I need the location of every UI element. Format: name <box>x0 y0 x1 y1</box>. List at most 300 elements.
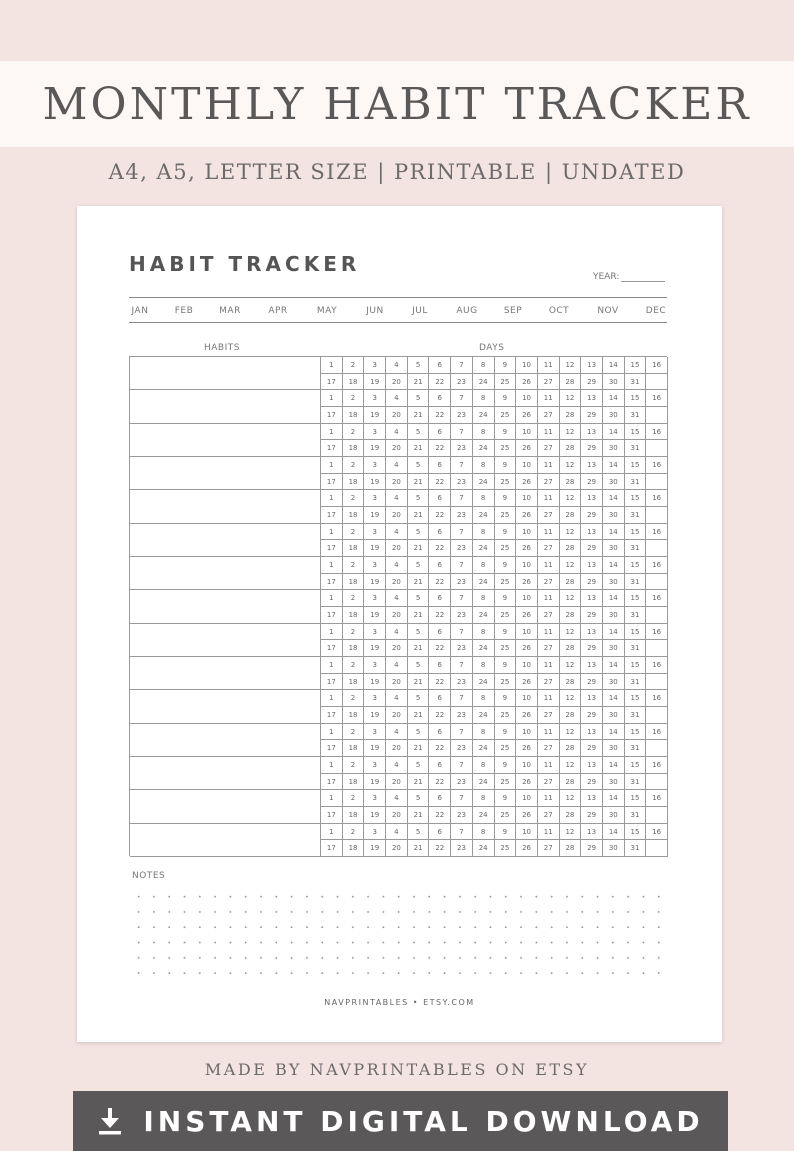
day-cell[interactable]: 24 <box>473 374 495 391</box>
day-cell[interactable]: 29 <box>581 674 603 691</box>
day-cell[interactable]: 26 <box>516 440 538 457</box>
day-cell[interactable]: 31 <box>625 574 647 591</box>
day-cell[interactable]: 3 <box>364 757 386 774</box>
day-cell[interactable]: 21 <box>408 740 430 757</box>
habit-name-cell[interactable] <box>130 657 321 690</box>
day-cell[interactable] <box>646 440 668 457</box>
day-cell[interactable]: 3 <box>364 557 386 574</box>
day-cell[interactable]: 29 <box>581 640 603 657</box>
day-cell[interactable]: 18 <box>343 640 365 657</box>
day-cell[interactable]: 7 <box>451 724 473 741</box>
day-cell[interactable]: 26 <box>516 507 538 524</box>
day-cell[interactable]: 21 <box>408 540 430 557</box>
day-cell[interactable]: 14 <box>603 524 625 541</box>
day-cell[interactable]: 27 <box>538 840 560 857</box>
day-cell[interactable]: 22 <box>429 674 451 691</box>
day-cell[interactable]: 11 <box>538 657 560 674</box>
day-cell[interactable]: 11 <box>538 624 560 641</box>
day-cell[interactable]: 1 <box>321 524 343 541</box>
day-cell[interactable]: 26 <box>516 740 538 757</box>
habit-name-cell[interactable] <box>130 757 321 790</box>
habit-name-cell[interactable] <box>130 790 321 823</box>
day-cell[interactable]: 19 <box>364 674 386 691</box>
day-cell[interactable]: 2 <box>343 457 365 474</box>
day-cell[interactable]: 20 <box>386 374 408 391</box>
day-cell[interactable]: 28 <box>560 707 582 724</box>
day-cell[interactable]: 2 <box>343 657 365 674</box>
day-cell[interactable]: 18 <box>343 840 365 857</box>
day-cell[interactable]: 4 <box>386 357 408 374</box>
day-cell[interactable]: 15 <box>625 557 647 574</box>
day-cell[interactable]: 22 <box>429 374 451 391</box>
day-cell[interactable]: 19 <box>364 707 386 724</box>
day-cell[interactable]: 1 <box>321 624 343 641</box>
day-cell[interactable]: 21 <box>408 440 430 457</box>
day-cell[interactable]: 31 <box>625 840 647 857</box>
day-cell[interactable]: 17 <box>321 374 343 391</box>
day-cell[interactable]: 19 <box>364 407 386 424</box>
day-cell[interactable]: 26 <box>516 774 538 791</box>
day-cell[interactable]: 28 <box>560 374 582 391</box>
day-cell[interactable] <box>646 640 668 657</box>
day-cell[interactable]: 6 <box>429 557 451 574</box>
day-cell[interactable]: 5 <box>408 590 430 607</box>
day-cell[interactable]: 27 <box>538 607 560 624</box>
day-cell[interactable]: 19 <box>364 774 386 791</box>
day-cell[interactable]: 26 <box>516 807 538 824</box>
day-cell[interactable]: 4 <box>386 390 408 407</box>
day-cell[interactable]: 1 <box>321 824 343 841</box>
day-cell[interactable]: 17 <box>321 740 343 757</box>
day-cell[interactable]: 25 <box>495 574 517 591</box>
day-cell[interactable]: 8 <box>473 490 495 507</box>
day-cell[interactable]: 30 <box>603 540 625 557</box>
day-cell[interactable]: 9 <box>495 424 517 441</box>
day-cell[interactable]: 12 <box>560 524 582 541</box>
day-cell[interactable]: 30 <box>603 674 625 691</box>
day-cell[interactable]: 2 <box>343 824 365 841</box>
day-cell[interactable]: 13 <box>581 657 603 674</box>
day-cell[interactable]: 9 <box>495 557 517 574</box>
day-cell[interactable]: 5 <box>408 357 430 374</box>
day-cell[interactable]: 19 <box>364 507 386 524</box>
day-cell[interactable]: 5 <box>408 424 430 441</box>
day-cell[interactable]: 22 <box>429 807 451 824</box>
day-cell[interactable]: 6 <box>429 590 451 607</box>
day-cell[interactable]: 26 <box>516 574 538 591</box>
day-cell[interactable]: 15 <box>625 390 647 407</box>
day-cell[interactable]: 29 <box>581 740 603 757</box>
day-cell[interactable]: 24 <box>473 707 495 724</box>
day-cell[interactable]: 30 <box>603 574 625 591</box>
day-cell[interactable]: 12 <box>560 457 582 474</box>
day-cell[interactable]: 8 <box>473 557 495 574</box>
day-cell[interactable]: 27 <box>538 774 560 791</box>
day-cell[interactable]: 12 <box>560 357 582 374</box>
day-cell[interactable]: 3 <box>364 824 386 841</box>
day-cell[interactable]: 18 <box>343 574 365 591</box>
day-cell[interactable]: 11 <box>538 557 560 574</box>
day-cell[interactable]: 28 <box>560 540 582 557</box>
day-cell[interactable]: 21 <box>408 807 430 824</box>
day-cell[interactable]: 6 <box>429 724 451 741</box>
day-cell[interactable]: 26 <box>516 374 538 391</box>
day-cell[interactable]: 13 <box>581 457 603 474</box>
day-cell[interactable]: 31 <box>625 774 647 791</box>
day-cell[interactable]: 22 <box>429 507 451 524</box>
day-cell[interactable]: 24 <box>473 640 495 657</box>
day-cell[interactable]: 18 <box>343 407 365 424</box>
day-cell[interactable]: 2 <box>343 724 365 741</box>
day-cell[interactable]: 16 <box>646 757 668 774</box>
day-cell[interactable] <box>646 840 668 857</box>
day-cell[interactable]: 27 <box>538 640 560 657</box>
day-cell[interactable]: 8 <box>473 724 495 741</box>
day-cell[interactable]: 20 <box>386 540 408 557</box>
day-cell[interactable]: 30 <box>603 440 625 457</box>
day-cell[interactable]: 10 <box>516 557 538 574</box>
day-cell[interactable]: 30 <box>603 807 625 824</box>
day-cell[interactable]: 2 <box>343 524 365 541</box>
day-cell[interactable]: 31 <box>625 640 647 657</box>
day-cell[interactable]: 7 <box>451 624 473 641</box>
day-cell[interactable]: 28 <box>560 607 582 624</box>
day-cell[interactable]: 27 <box>538 440 560 457</box>
day-cell[interactable]: 31 <box>625 540 647 557</box>
day-cell[interactable]: 23 <box>451 374 473 391</box>
day-cell[interactable]: 14 <box>603 390 625 407</box>
day-cell[interactable]: 21 <box>408 607 430 624</box>
day-cell[interactable] <box>646 474 668 491</box>
day-cell[interactable]: 15 <box>625 624 647 641</box>
day-cell[interactable]: 6 <box>429 524 451 541</box>
day-cell[interactable]: 17 <box>321 607 343 624</box>
day-cell[interactable]: 2 <box>343 557 365 574</box>
day-cell[interactable]: 10 <box>516 724 538 741</box>
day-cell[interactable]: 16 <box>646 490 668 507</box>
day-cell[interactable]: 30 <box>603 774 625 791</box>
day-cell[interactable]: 5 <box>408 790 430 807</box>
day-cell[interactable]: 10 <box>516 524 538 541</box>
day-cell[interactable]: 18 <box>343 607 365 624</box>
day-cell[interactable]: 21 <box>408 374 430 391</box>
day-cell[interactable]: 9 <box>495 690 517 707</box>
day-cell[interactable]: 3 <box>364 790 386 807</box>
day-cell[interactable]: 23 <box>451 574 473 591</box>
day-cell[interactable]: 14 <box>603 757 625 774</box>
day-cell[interactable]: 3 <box>364 390 386 407</box>
day-cell[interactable]: 1 <box>321 457 343 474</box>
day-cell[interactable]: 14 <box>603 657 625 674</box>
day-cell[interactable]: 27 <box>538 707 560 724</box>
day-cell[interactable]: 26 <box>516 674 538 691</box>
day-cell[interactable]: 3 <box>364 357 386 374</box>
day-cell[interactable]: 28 <box>560 640 582 657</box>
day-cell[interactable]: 10 <box>516 357 538 374</box>
day-cell[interactable]: 4 <box>386 657 408 674</box>
day-cell[interactable]: 11 <box>538 724 560 741</box>
day-cell[interactable]: 13 <box>581 390 603 407</box>
day-cell[interactable]: 23 <box>451 474 473 491</box>
day-cell[interactable]: 1 <box>321 657 343 674</box>
day-cell[interactable]: 23 <box>451 607 473 624</box>
day-cell[interactable]: 19 <box>364 740 386 757</box>
day-cell[interactable]: 25 <box>495 474 517 491</box>
day-cell[interactable]: 2 <box>343 590 365 607</box>
day-cell[interactable]: 11 <box>538 590 560 607</box>
day-cell[interactable]: 3 <box>364 524 386 541</box>
day-cell[interactable]: 14 <box>603 624 625 641</box>
habit-name-cell[interactable] <box>130 690 321 723</box>
day-cell[interactable]: 17 <box>321 640 343 657</box>
day-cell[interactable]: 20 <box>386 640 408 657</box>
day-cell[interactable]: 10 <box>516 690 538 707</box>
day-cell[interactable]: 9 <box>495 457 517 474</box>
day-cell[interactable]: 9 <box>495 790 517 807</box>
day-cell[interactable] <box>646 540 668 557</box>
day-cell[interactable]: 30 <box>603 407 625 424</box>
day-cell[interactable]: 15 <box>625 590 647 607</box>
day-cell[interactable]: 25 <box>495 807 517 824</box>
day-cell[interactable]: 2 <box>343 390 365 407</box>
day-cell[interactable]: 6 <box>429 624 451 641</box>
day-cell[interactable]: 29 <box>581 607 603 624</box>
habit-name-cell[interactable] <box>130 490 321 523</box>
day-cell[interactable]: 4 <box>386 757 408 774</box>
day-cell[interactable]: 5 <box>408 690 430 707</box>
habit-name-cell[interactable] <box>130 724 321 757</box>
habit-name-cell[interactable] <box>130 557 321 590</box>
day-cell[interactable]: 11 <box>538 390 560 407</box>
day-cell[interactable]: 28 <box>560 407 582 424</box>
day-cell[interactable]: 25 <box>495 407 517 424</box>
day-cell[interactable]: 14 <box>603 790 625 807</box>
habit-name-cell[interactable] <box>130 457 321 490</box>
day-cell[interactable]: 1 <box>321 390 343 407</box>
day-cell[interactable]: 5 <box>408 490 430 507</box>
day-cell[interactable]: 13 <box>581 490 603 507</box>
day-cell[interactable]: 15 <box>625 490 647 507</box>
day-cell[interactable]: 23 <box>451 707 473 724</box>
day-cell[interactable]: 22 <box>429 440 451 457</box>
day-cell[interactable]: 28 <box>560 674 582 691</box>
day-cell[interactable]: 16 <box>646 657 668 674</box>
day-cell[interactable]: 3 <box>364 424 386 441</box>
day-cell[interactable] <box>646 574 668 591</box>
day-cell[interactable]: 30 <box>603 740 625 757</box>
day-cell[interactable]: 18 <box>343 374 365 391</box>
day-cell[interactable] <box>646 407 668 424</box>
day-cell[interactable]: 20 <box>386 407 408 424</box>
day-cell[interactable]: 21 <box>408 707 430 724</box>
day-cell[interactable]: 24 <box>473 774 495 791</box>
day-cell[interactable]: 4 <box>386 424 408 441</box>
day-cell[interactable]: 9 <box>495 757 517 774</box>
day-cell[interactable]: 5 <box>408 524 430 541</box>
day-cell[interactable]: 17 <box>321 574 343 591</box>
day-cell[interactable]: 20 <box>386 807 408 824</box>
day-cell[interactable]: 23 <box>451 774 473 791</box>
day-cell[interactable]: 13 <box>581 357 603 374</box>
day-cell[interactable]: 17 <box>321 674 343 691</box>
day-cell[interactable]: 3 <box>364 624 386 641</box>
day-cell[interactable]: 4 <box>386 457 408 474</box>
day-cell[interactable]: 6 <box>429 490 451 507</box>
day-cell[interactable]: 21 <box>408 640 430 657</box>
day-cell[interactable]: 21 <box>408 840 430 857</box>
day-cell[interactable] <box>646 774 668 791</box>
day-cell[interactable] <box>646 807 668 824</box>
day-cell[interactable]: 5 <box>408 557 430 574</box>
day-cell[interactable]: 9 <box>495 390 517 407</box>
day-cell[interactable]: 3 <box>364 457 386 474</box>
day-cell[interactable]: 29 <box>581 374 603 391</box>
day-cell[interactable]: 9 <box>495 524 517 541</box>
day-cell[interactable]: 19 <box>364 574 386 591</box>
habit-name-cell[interactable] <box>130 824 321 857</box>
day-cell[interactable]: 14 <box>603 724 625 741</box>
day-cell[interactable]: 12 <box>560 624 582 641</box>
day-cell[interactable]: 1 <box>321 590 343 607</box>
day-cell[interactable]: 8 <box>473 590 495 607</box>
day-cell[interactable]: 16 <box>646 590 668 607</box>
day-cell[interactable]: 8 <box>473 757 495 774</box>
day-cell[interactable]: 27 <box>538 674 560 691</box>
day-cell[interactable]: 19 <box>364 540 386 557</box>
day-cell[interactable]: 2 <box>343 490 365 507</box>
day-cell[interactable]: 5 <box>408 824 430 841</box>
day-cell[interactable]: 3 <box>364 690 386 707</box>
day-cell[interactable]: 15 <box>625 524 647 541</box>
day-cell[interactable]: 9 <box>495 724 517 741</box>
day-cell[interactable]: 16 <box>646 524 668 541</box>
day-cell[interactable]: 27 <box>538 540 560 557</box>
day-cell[interactable]: 24 <box>473 574 495 591</box>
day-cell[interactable]: 24 <box>473 674 495 691</box>
day-cell[interactable]: 4 <box>386 690 408 707</box>
day-cell[interactable]: 5 <box>408 457 430 474</box>
day-cell[interactable]: 20 <box>386 707 408 724</box>
day-cell[interactable]: 19 <box>364 840 386 857</box>
day-cell[interactable]: 24 <box>473 474 495 491</box>
day-cell[interactable]: 6 <box>429 690 451 707</box>
day-cell[interactable]: 16 <box>646 724 668 741</box>
day-cell[interactable]: 1 <box>321 424 343 441</box>
day-cell[interactable]: 12 <box>560 390 582 407</box>
day-cell[interactable]: 7 <box>451 590 473 607</box>
day-cell[interactable]: 10 <box>516 390 538 407</box>
day-cell[interactable]: 13 <box>581 557 603 574</box>
day-cell[interactable]: 29 <box>581 440 603 457</box>
day-cell[interactable]: 16 <box>646 790 668 807</box>
day-cell[interactable]: 7 <box>451 524 473 541</box>
day-cell[interactable]: 22 <box>429 840 451 857</box>
day-cell[interactable]: 28 <box>560 740 582 757</box>
day-cell[interactable]: 27 <box>538 574 560 591</box>
day-cell[interactable]: 1 <box>321 557 343 574</box>
day-cell[interactable]: 15 <box>625 357 647 374</box>
day-cell[interactable]: 9 <box>495 490 517 507</box>
day-cell[interactable]: 24 <box>473 507 495 524</box>
day-cell[interactable]: 30 <box>603 374 625 391</box>
day-cell[interactable]: 22 <box>429 540 451 557</box>
day-cell[interactable]: 2 <box>343 624 365 641</box>
day-cell[interactable]: 7 <box>451 690 473 707</box>
day-cell[interactable]: 15 <box>625 690 647 707</box>
day-cell[interactable]: 3 <box>364 657 386 674</box>
day-cell[interactable]: 30 <box>603 474 625 491</box>
day-cell[interactable]: 11 <box>538 757 560 774</box>
day-cell[interactable]: 28 <box>560 574 582 591</box>
day-cell[interactable]: 10 <box>516 624 538 641</box>
day-cell[interactable]: 7 <box>451 457 473 474</box>
day-cell[interactable]: 25 <box>495 440 517 457</box>
day-cell[interactable]: 5 <box>408 390 430 407</box>
day-cell[interactable]: 1 <box>321 690 343 707</box>
day-cell[interactable]: 13 <box>581 724 603 741</box>
day-cell[interactable]: 8 <box>473 624 495 641</box>
day-cell[interactable]: 18 <box>343 740 365 757</box>
day-cell[interactable]: 29 <box>581 807 603 824</box>
day-cell[interactable]: 15 <box>625 457 647 474</box>
day-cell[interactable]: 16 <box>646 690 668 707</box>
day-cell[interactable]: 29 <box>581 574 603 591</box>
day-cell[interactable]: 21 <box>408 507 430 524</box>
day-cell[interactable]: 12 <box>560 824 582 841</box>
day-cell[interactable]: 15 <box>625 790 647 807</box>
day-cell[interactable]: 24 <box>473 407 495 424</box>
day-cell[interactable]: 13 <box>581 757 603 774</box>
day-cell[interactable]: 7 <box>451 790 473 807</box>
day-cell[interactable]: 20 <box>386 574 408 591</box>
day-cell[interactable]: 8 <box>473 524 495 541</box>
day-cell[interactable]: 18 <box>343 440 365 457</box>
day-cell[interactable]: 26 <box>516 607 538 624</box>
day-cell[interactable]: 15 <box>625 724 647 741</box>
day-cell[interactable]: 5 <box>408 724 430 741</box>
day-cell[interactable]: 15 <box>625 757 647 774</box>
day-cell[interactable]: 8 <box>473 824 495 841</box>
day-cell[interactable]: 16 <box>646 424 668 441</box>
day-cell[interactable]: 15 <box>625 824 647 841</box>
day-cell[interactable] <box>646 674 668 691</box>
day-cell[interactable]: 6 <box>429 357 451 374</box>
day-cell[interactable]: 31 <box>625 674 647 691</box>
day-cell[interactable]: 14 <box>603 357 625 374</box>
day-cell[interactable]: 25 <box>495 540 517 557</box>
day-cell[interactable]: 3 <box>364 590 386 607</box>
day-cell[interactable]: 24 <box>473 840 495 857</box>
day-cell[interactable]: 4 <box>386 624 408 641</box>
day-cell[interactable]: 10 <box>516 457 538 474</box>
day-cell[interactable]: 23 <box>451 674 473 691</box>
day-cell[interactable]: 13 <box>581 424 603 441</box>
day-cell[interactable]: 2 <box>343 424 365 441</box>
day-cell[interactable]: 8 <box>473 690 495 707</box>
day-cell[interactable]: 28 <box>560 507 582 524</box>
day-cell[interactable]: 18 <box>343 507 365 524</box>
day-cell[interactable]: 23 <box>451 507 473 524</box>
day-cell[interactable]: 29 <box>581 507 603 524</box>
day-cell[interactable]: 22 <box>429 474 451 491</box>
day-cell[interactable]: 31 <box>625 707 647 724</box>
day-cell[interactable]: 22 <box>429 740 451 757</box>
day-cell[interactable] <box>646 374 668 391</box>
day-cell[interactable]: 19 <box>364 607 386 624</box>
day-cell[interactable]: 23 <box>451 740 473 757</box>
day-cell[interactable]: 26 <box>516 707 538 724</box>
day-cell[interactable]: 27 <box>538 407 560 424</box>
